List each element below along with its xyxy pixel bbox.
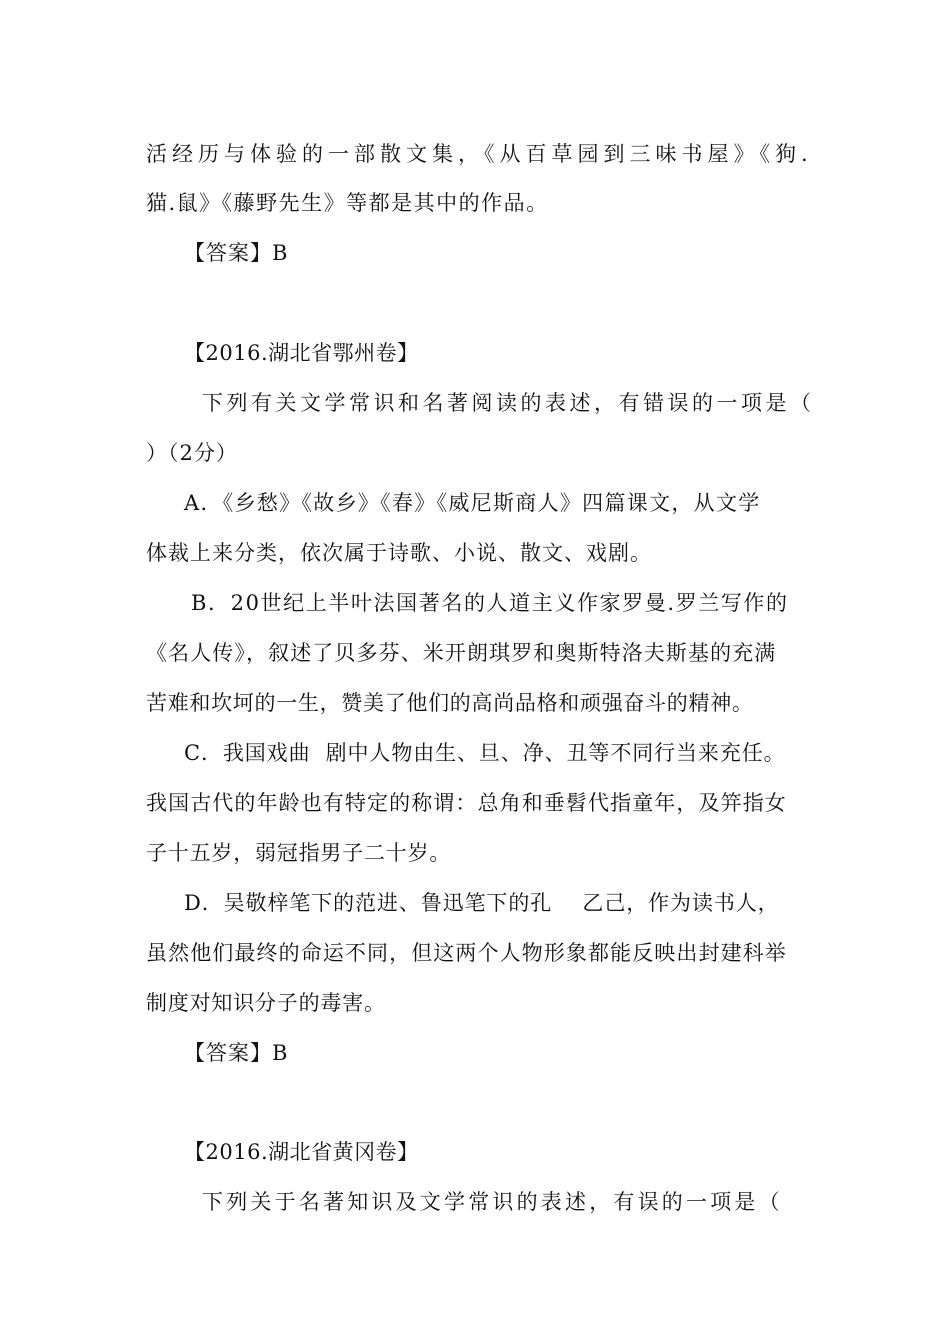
option-a: 体裁上来分类，依次属于诗歌、小说、散文、戏剧。: [146, 541, 652, 565]
option-c: 子十五岁，弱冠指男子二十岁。: [146, 841, 452, 865]
question-text: ）（2分）: [146, 441, 238, 465]
option-d: 制度对知识分子的毒害。: [146, 991, 386, 1015]
option-c: C．我国戏曲 剧中人物由生、旦、净、丑等不同行当来充任。: [184, 741, 786, 765]
text-line: 活经历与体验的一部散文集，《从百草园到三味书屋》《狗.: [146, 142, 813, 166]
answer-label: 【答案】B: [184, 1041, 289, 1065]
answer-label: 【答案】B: [184, 241, 289, 265]
option-b: B．20世纪上半叶法国著名的人道主义作家罗曼.罗兰写作的: [191, 591, 789, 615]
option-d: 虽然他们最终的命运不同，但这两个人物形象都能反映出封建科举: [146, 941, 787, 965]
option-b: 苦难和坎坷的一生，赞美了他们的高尚品格和顽强奋斗的精神。: [146, 691, 754, 715]
option-d: D．吴敬梓笔下的范进、鲁迅笔下的孔 乙己，作为读书人，: [184, 891, 780, 915]
question-text: 下列有关文学常识和名著阅读的表述，有错误的一项是（: [202, 391, 815, 415]
question-text: 下列关于名著知识及文学常识的表述，有误的一项是（: [202, 1190, 783, 1214]
option-c: 我国古代的年龄也有特定的称谓：总角和垂髫代指童年，及笄指女: [146, 791, 787, 815]
section-heading: 【2016.湖北省黄冈卷】: [184, 1140, 419, 1164]
section-heading: 【2016.湖北省鄂州卷】: [184, 341, 419, 365]
option-b: 《名人传》，叙述了贝多芬、米开朗琪罗和奥斯特洛夫斯基的充满: [146, 641, 777, 665]
option-a: A．《乡愁》《故乡》《春》《威尼斯商人》四篇课文，从文学: [184, 491, 761, 515]
text-line: 猫.鼠》《藤野先生》等都是其中的作品。: [146, 191, 549, 215]
